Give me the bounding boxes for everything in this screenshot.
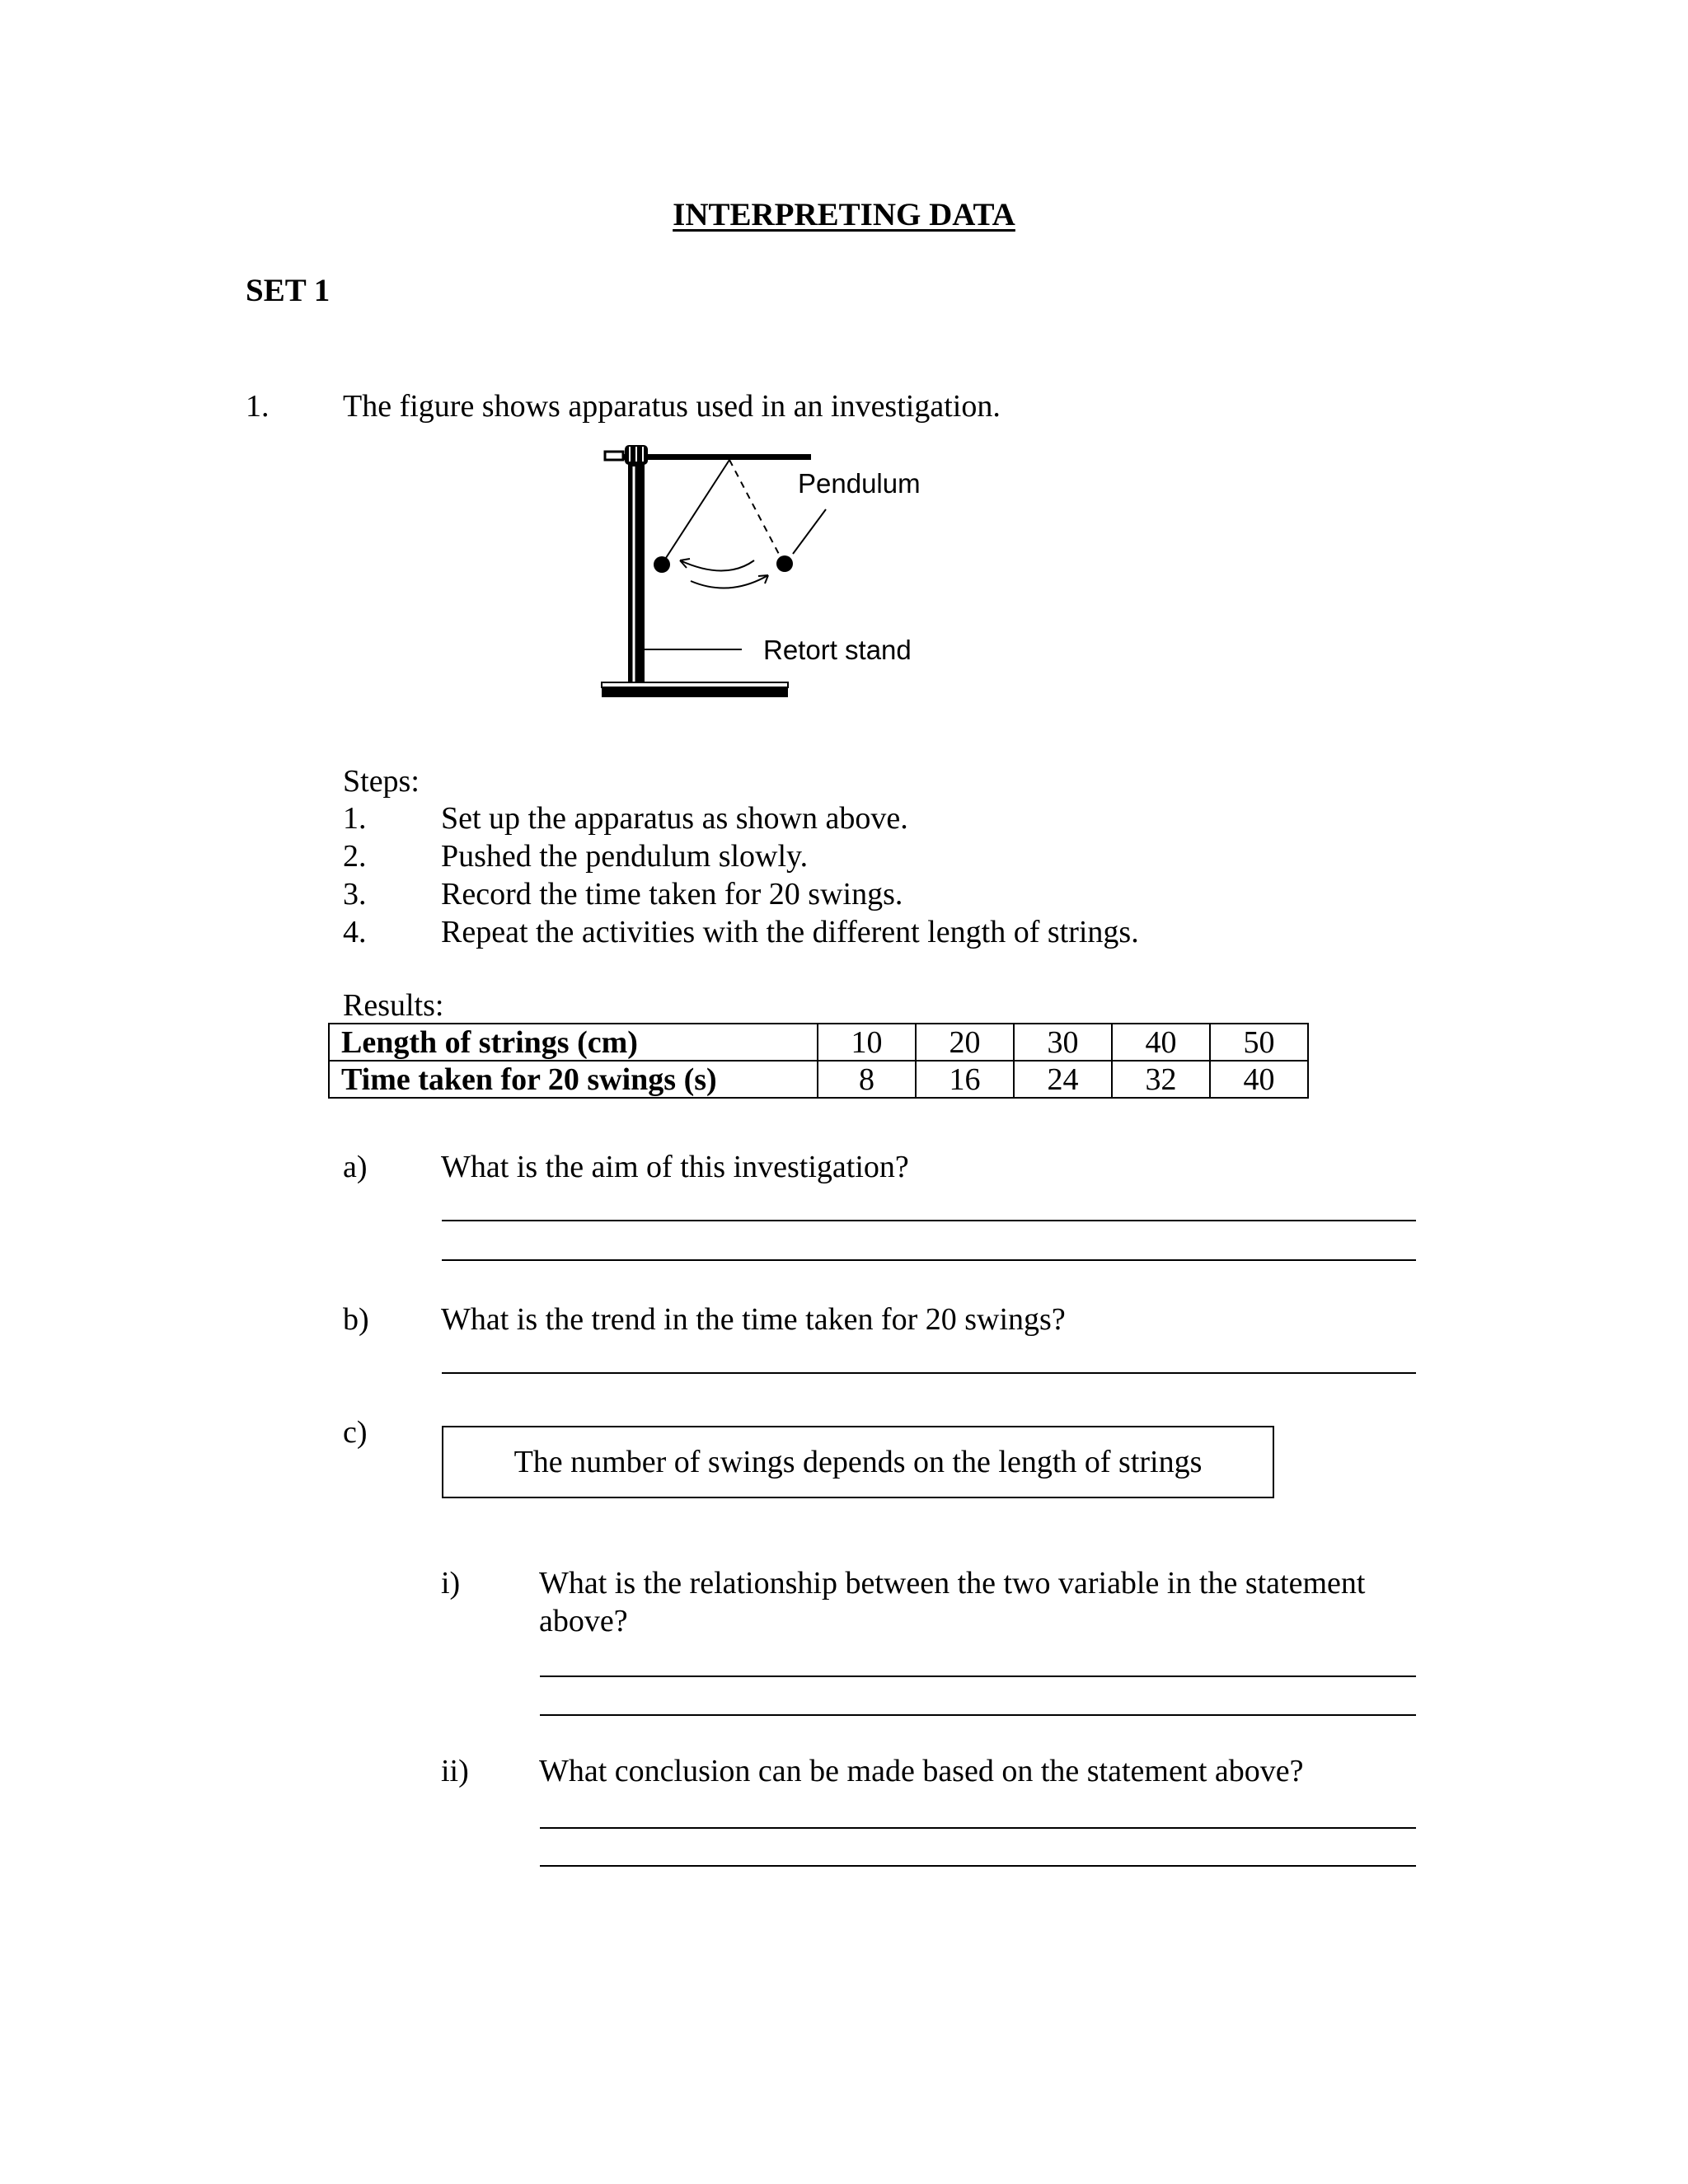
answer-line[interactable]: [540, 1827, 1416, 1829]
answer-line[interactable]: [540, 1675, 1416, 1677]
part-c-ii-label: ii): [441, 1754, 469, 1788]
step-text: Record the time taken for 20 swings.: [441, 877, 903, 912]
table-row: [329, 1024, 1308, 1061]
results-table: [328, 1023, 1309, 1099]
pendulum-apparatus-figure: [593, 437, 956, 709]
steps-heading: Steps:: [343, 764, 420, 799]
answer-line[interactable]: [442, 1259, 1416, 1261]
part-c-i-question: What is the relationship between the two variable in the statement: [539, 1566, 1366, 1601]
answer-line[interactable]: [540, 1865, 1416, 1867]
table-cell: 30: [1014, 1024, 1112, 1061]
step-number: 4.: [343, 915, 367, 949]
table-cell: 8: [818, 1061, 916, 1098]
part-b-question: What is the trend in the time taken for 20 swings?: [441, 1302, 1066, 1337]
step-number: 3.: [343, 877, 367, 912]
pendulum-leader-line: [793, 509, 826, 554]
part-b-label: b): [343, 1302, 369, 1337]
row-header: Time taken for 20 swings (s): [329, 1061, 818, 1098]
step-text: Repeat the activities with the different length of strings.: [441, 915, 1139, 949]
answer-line[interactable]: [442, 1220, 1416, 1221]
pendulum-string: [664, 460, 729, 560]
stand-rod: [628, 462, 645, 686]
table-cell: 16: [916, 1061, 1014, 1098]
clamp-knob: [605, 452, 623, 460]
question-intro: The figure shows apparatus used in an investigation.: [343, 389, 1001, 424]
pendulum-bob-swung: [776, 555, 793, 572]
answer-line[interactable]: [442, 1372, 1416, 1374]
table-cell: 24: [1014, 1061, 1112, 1098]
table-cell: 32: [1112, 1061, 1210, 1098]
part-a-question: What is the aim of this investigation?: [441, 1150, 909, 1184]
statement-box: The number of swings depends on the length of strings: [442, 1426, 1274, 1498]
step-number: 1.: [343, 801, 367, 836]
answer-line[interactable]: [540, 1714, 1416, 1716]
step-number: 2.: [343, 839, 367, 874]
table-cell: 20: [916, 1024, 1014, 1061]
pendulum-string-dashed: [729, 460, 781, 559]
clamp-arm: [623, 454, 811, 460]
pendulum-label: Pendulum: [798, 468, 921, 499]
question-number: 1.: [246, 389, 270, 424]
part-a-label: a): [343, 1150, 368, 1184]
swing-arrow-left: [680, 560, 754, 571]
part-c-i-label: i): [441, 1566, 461, 1601]
part-c-label: c): [343, 1415, 368, 1450]
table-cell: 50: [1210, 1024, 1308, 1061]
part-c-ii-question: What conclusion can be made based on the statement above?: [539, 1754, 1304, 1788]
retort-stand-label: Retort stand: [763, 635, 912, 665]
page-title: INTERPRETING DATA: [673, 197, 1015, 232]
row-header: Length of strings (cm): [329, 1024, 818, 1061]
table-cell: 40: [1112, 1024, 1210, 1061]
step-text: Set up the apparatus as shown above.: [441, 801, 908, 836]
set-label: SET 1: [246, 273, 331, 308]
table-row: [329, 1061, 1308, 1098]
swing-arrow-right: [691, 575, 768, 588]
table-cell: 40: [1210, 1061, 1308, 1098]
pendulum-bob: [654, 556, 670, 573]
table-cell: 10: [818, 1024, 916, 1061]
results-heading: Results:: [343, 988, 444, 1023]
step-text: Pushed the pendulum slowly.: [441, 839, 809, 874]
part-c-i-question-continued: above?: [539, 1604, 628, 1638]
